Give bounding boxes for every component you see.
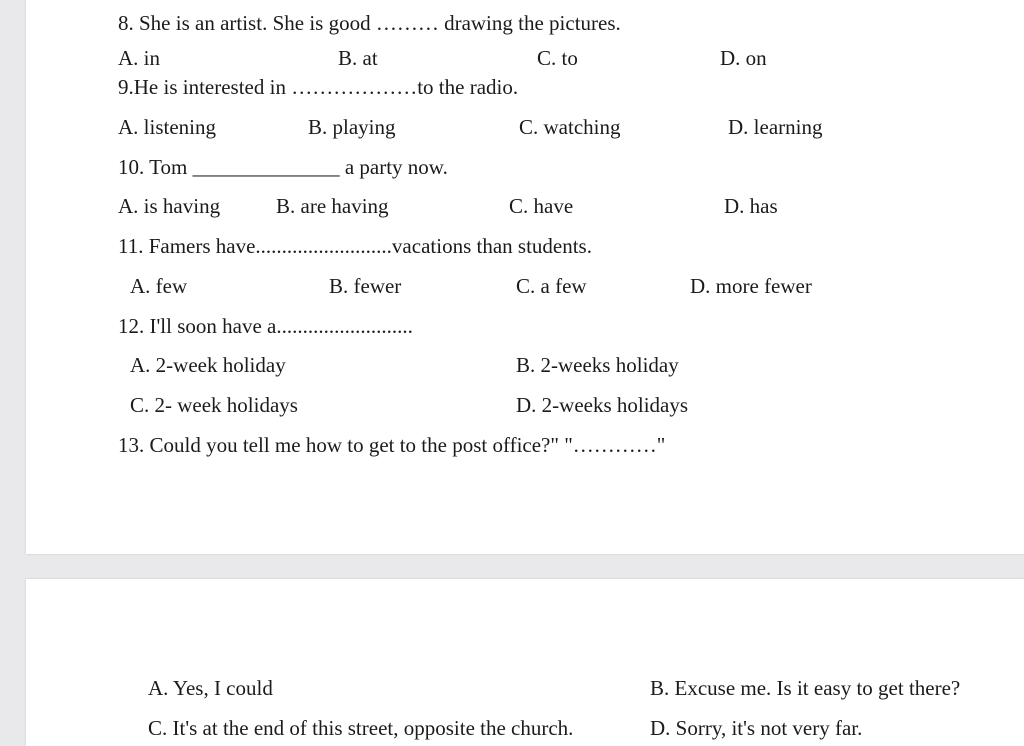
question-10-option-d: D. has <box>724 194 778 218</box>
question-9-option-c: C. watching <box>519 115 621 139</box>
question-13-option-a: A. Yes, I could <box>148 676 273 700</box>
question-11-option-b: B. fewer <box>329 274 402 298</box>
question-11-option-a: A. few <box>130 274 188 298</box>
question-13-option-c: C. It's at the end of this street, opposite the church. <box>148 716 574 740</box>
question-12-option-c: C. 2- week holidays <box>130 393 298 417</box>
question-9-option-b: B. playing <box>308 115 396 139</box>
question-8-option-b: B. at <box>338 46 378 70</box>
question-11-option-c: C. a few <box>516 274 587 298</box>
question-11-option-d: D. more fewer <box>690 274 812 298</box>
question-12-option-d: D. 2-weeks holidays <box>516 393 689 417</box>
question-8-option-c: C. to <box>537 46 578 70</box>
question-12-stem: 12. I'll soon have a.......................... <box>118 314 413 338</box>
question-11-stem: 11. Famers have..........................vacations than students. <box>118 234 592 258</box>
question-10-option-a: A. is having <box>118 194 221 218</box>
question-12-option-a: A. 2-week holiday <box>130 353 286 377</box>
question-12-option-b: B. 2-weeks holiday <box>516 353 679 377</box>
question-13-stem: 13. Could you tell me how to get to the post office?" "…………" <box>118 433 666 457</box>
question-13-option-b: B. Excuse me. Is it easy to get there? <box>650 676 961 700</box>
question-13-option-d: D. Sorry, it's not very far. <box>650 716 863 740</box>
question-8-option-d: D. on <box>720 46 767 70</box>
question-10-option-b: B. are having <box>276 194 389 218</box>
question-8-stem: 8. She is an artist. She is good ……… drawing the pictures. <box>118 11 621 35</box>
question-10-option-c: C. have <box>509 194 574 218</box>
question-9-option-a: A. listening <box>118 115 216 139</box>
question-10-stem: 10. Tom ______________ a party now. <box>118 155 448 179</box>
question-8-option-a: A. in <box>118 46 160 70</box>
question-9-stem: 9.He is interested in ………………to the radio. <box>118 75 519 99</box>
question-9-option-d: D. learning <box>728 115 823 139</box>
